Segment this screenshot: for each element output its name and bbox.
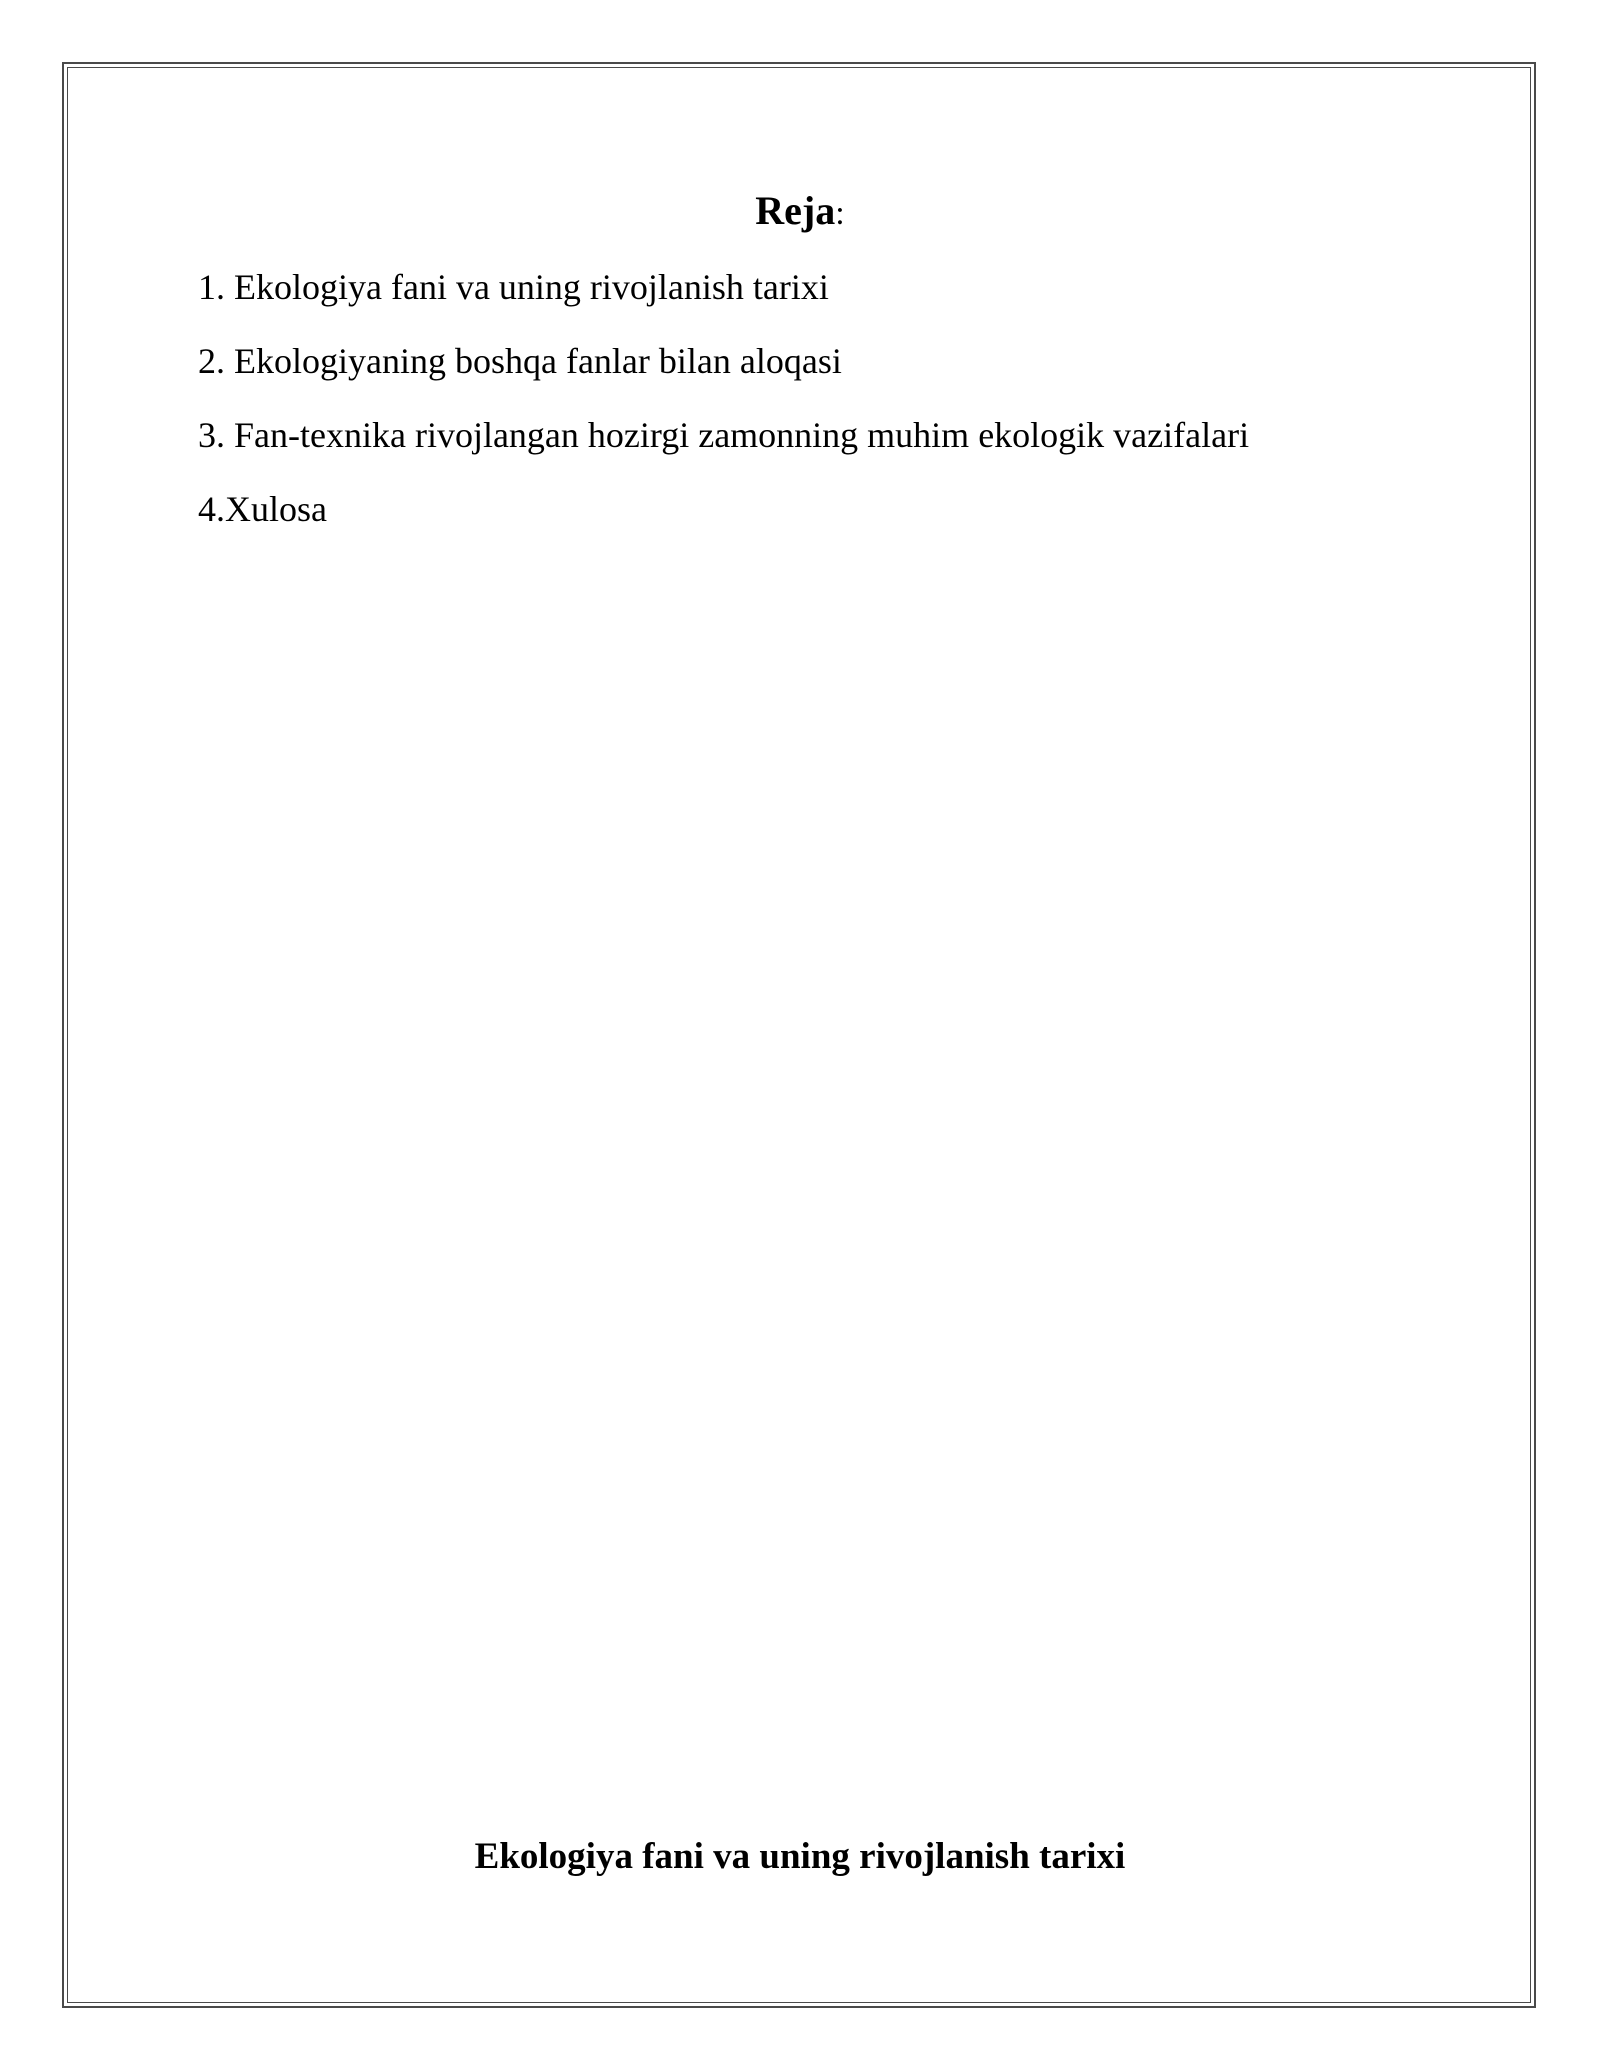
plan-title — [0, 186, 1600, 239]
plan-item-2: 2. Ekologiyaning boshqa fanlar bilan aloqasi — [198, 341, 842, 381]
section-heading: Ekologiya fani va uning rivojlanish tarixi — [474, 1836, 1126, 1877]
plan-item-1: 1. Ekologiya fani va uning rivojlanish tarixi — [198, 267, 829, 307]
plan-title-text: Reja — [755, 188, 836, 233]
plan-item-3: 3. Fan-texnika rivojlangan hozirgi zamonning muhim ekologik vazifalari — [198, 415, 1250, 455]
plan-list — [198, 264, 1398, 560]
plan-item-4: 4.Xulosa — [198, 489, 327, 529]
plan-title-colon: : — [835, 195, 845, 232]
